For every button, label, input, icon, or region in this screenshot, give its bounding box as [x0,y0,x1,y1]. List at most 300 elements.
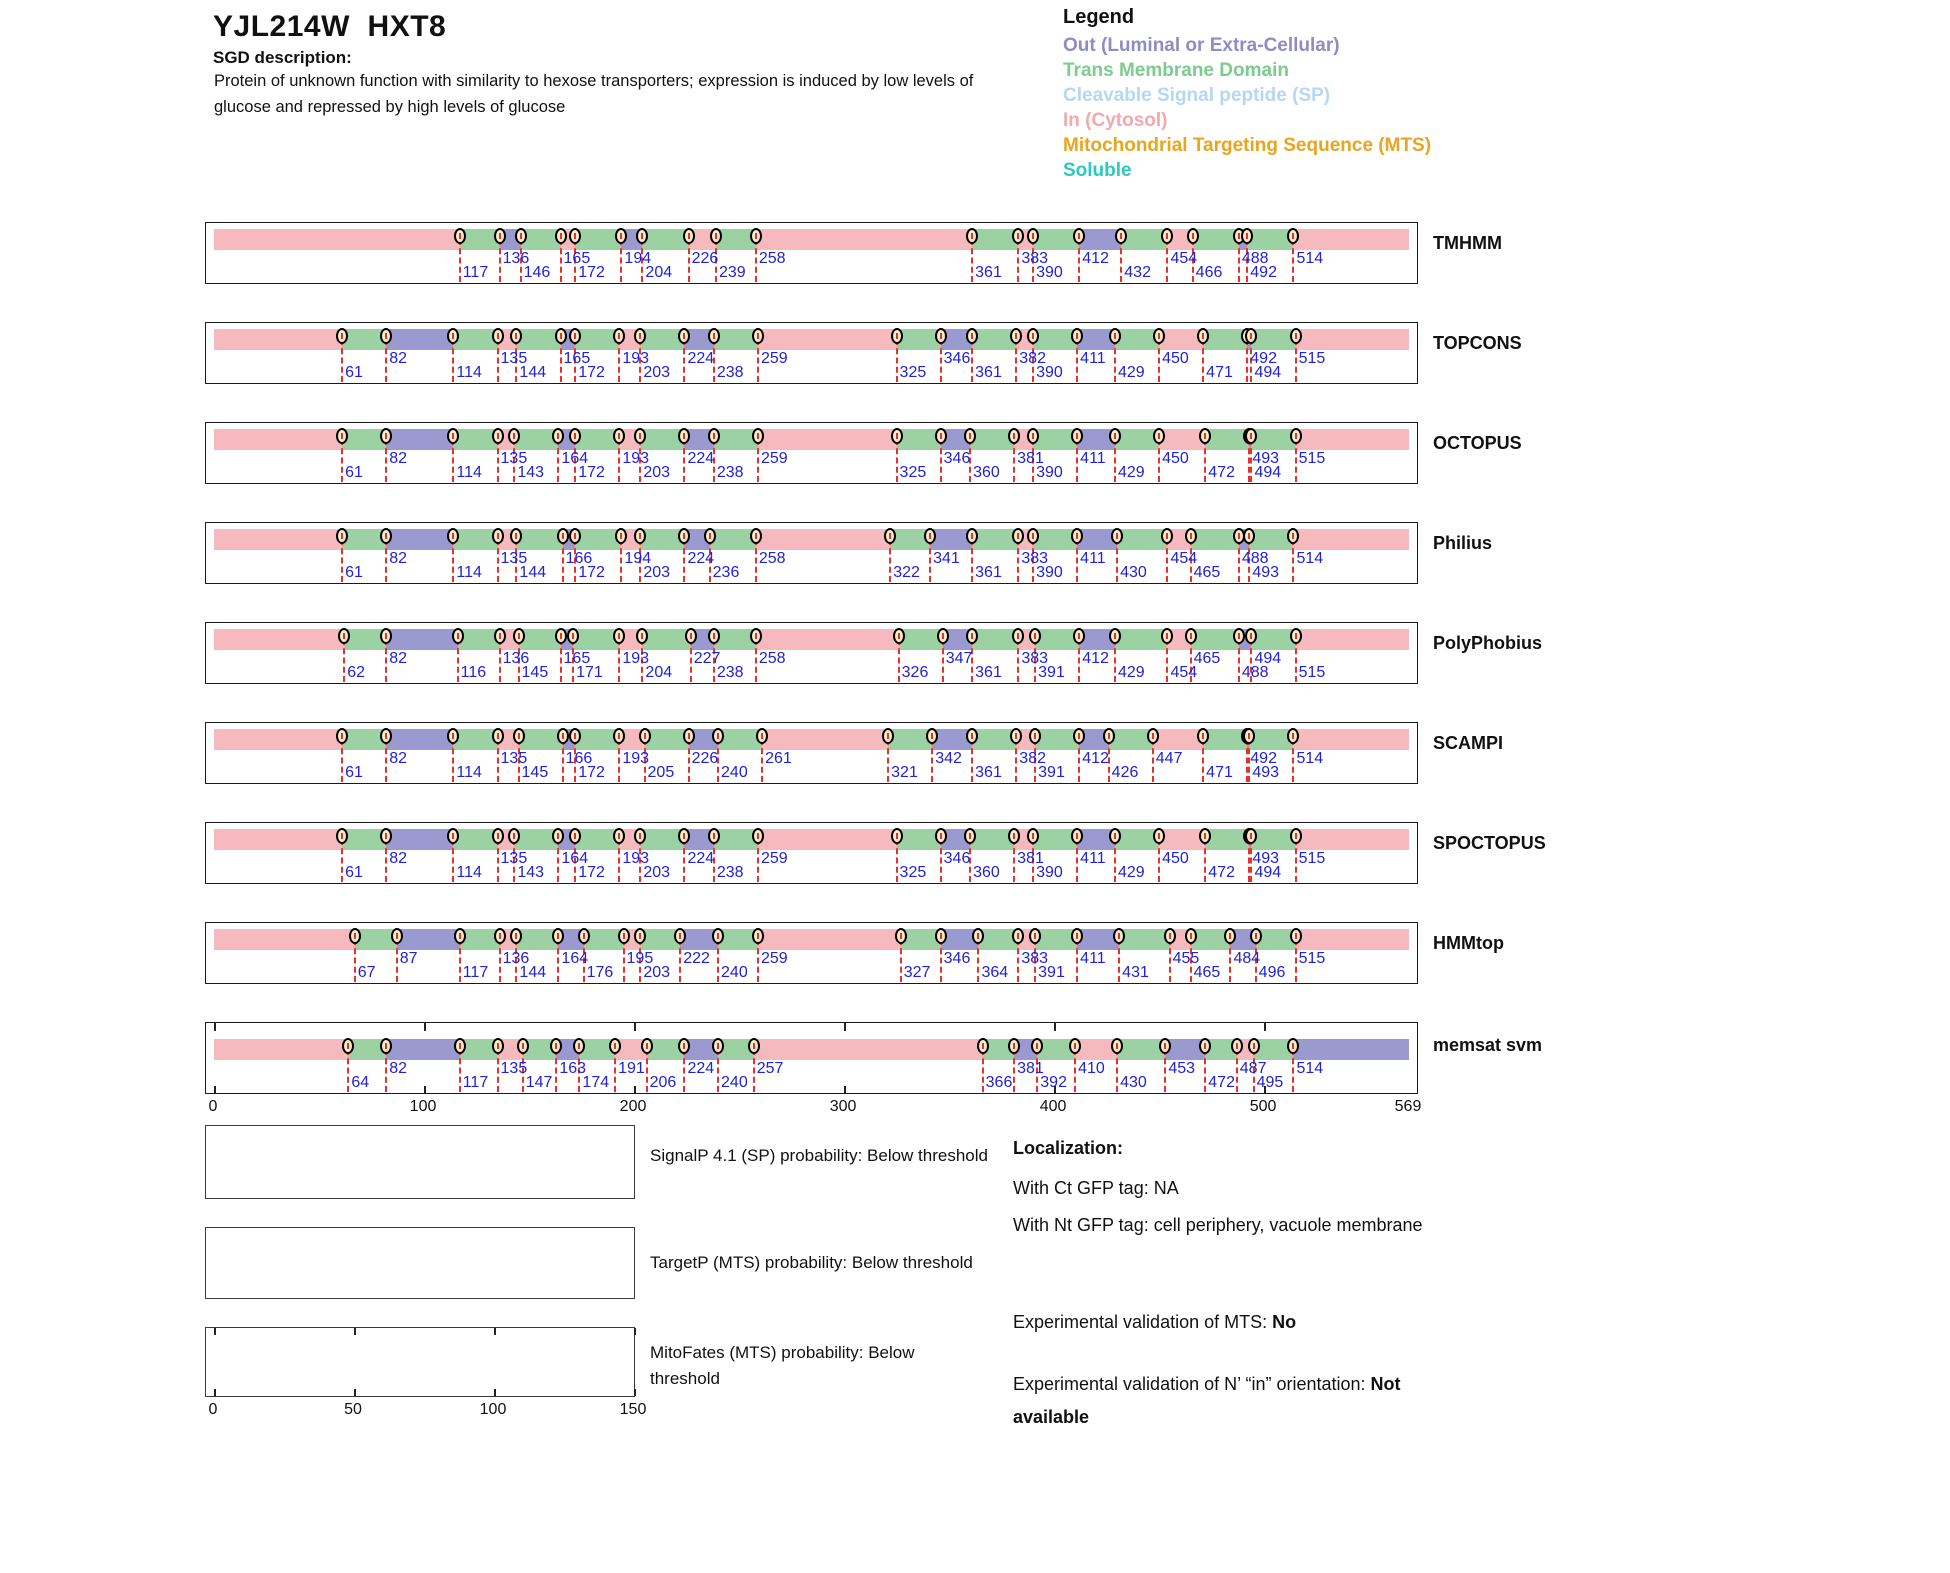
boundary-line [385,539,387,582]
boundary-marker-dash [713,333,715,339]
boundary-line [343,639,345,682]
boundary-marker-dash [755,533,757,539]
position-label: 238 [716,664,744,681]
boundary-line [1015,339,1017,382]
region-segment-tm [453,429,497,450]
region-segment-tm [516,329,560,350]
position-label: 514 [1296,750,1324,767]
legend-title: Legend [1063,6,1135,28]
region-segment-tm [453,529,497,550]
boundary-line [1166,639,1168,682]
boundary-marker-dash [1076,333,1078,339]
track-title-scampi: SCAMPI [1433,733,1504,753]
boundary-line [898,639,900,682]
boundary-marker-dash [1250,633,1252,639]
boundary-marker-dash [683,333,685,339]
position-label: 166 [565,550,593,567]
boundary-line [1164,1049,1166,1092]
track-row-topcons [205,322,1945,402]
boundary-marker [712,728,724,744]
position-label: 361 [975,764,1002,781]
position-label: 172 [578,364,605,381]
boundary-marker-dash [583,933,585,939]
position-label: 114 [456,564,482,581]
boundary-marker [1111,528,1123,544]
position-label: 426 [1111,764,1139,781]
position-label: 164 [561,450,589,467]
experimental-mts-label: Experimental validation of MTS: [1013,1312,1273,1332]
track-box [205,522,1418,584]
boundary-marker-dash [1013,1043,1015,1049]
boundary-marker [1111,1038,1123,1054]
position-label: 494 [1254,464,1282,481]
boundary-marker [1185,528,1197,544]
boundary-line [499,939,501,982]
position-label: 61 [345,464,363,481]
position-label: 327 [903,964,931,981]
track-row-tmhmm [205,222,1945,302]
position-label: 82 [389,1060,407,1077]
boundary-line [1169,939,1171,982]
boundary-marker-dash [896,833,898,839]
position-label: 472 [1208,1074,1235,1091]
boundary-marker-dash [497,833,499,839]
track-title-philius: Philius [1433,533,1493,553]
position-label: 236 [712,564,740,581]
legend-item-soluble: Soluble [1063,160,1132,181]
experimental-nin-line [1013,1368,1463,1434]
boundary-marker [555,328,567,344]
boundary-line [1116,1049,1118,1092]
region-segment-in [1296,329,1409,350]
mitofates-tick [494,1328,496,1335]
boundary-marker-dash [557,433,559,439]
boundary-marker-dash [761,733,763,739]
signalp-plot [205,1125,635,1199]
track-box [205,922,1418,984]
region-segment-in [758,829,897,850]
position-label: 135 [500,550,528,567]
boundary-marker-dash [385,1043,387,1049]
boundary-line [497,739,499,782]
boundary-marker-dash [1158,833,1160,839]
axis-tick-label: 200 [619,1098,647,1115]
boundary-marker [492,728,504,744]
position-label: 392 [1040,1074,1067,1091]
boundary-marker-dash [574,233,576,239]
position-label: 447 [1155,750,1183,767]
position-label: 366 [985,1074,1013,1091]
boundary-marker-dash [1190,933,1192,939]
boundary-marker-dash [1116,1043,1118,1049]
boundary-marker-dash [713,433,715,439]
position-label: 361 [975,664,1002,681]
position-label: 488 [1241,664,1269,681]
boundary-marker [1069,1038,1081,1054]
boundary-marker [750,528,762,544]
position-label: 450 [1162,850,1189,867]
boundary-marker-dash [452,433,454,439]
position-label: 494 [1254,864,1282,881]
axis-tick [1054,1023,1056,1031]
boundary-marker-dash [1236,1043,1238,1049]
region-segment-out [386,629,457,650]
position-label: 429 [1117,364,1145,381]
position-label: 472 [1208,864,1235,881]
boundary-line [1017,239,1019,282]
boundary-marker-dash [518,633,520,639]
boundary-marker [712,928,724,944]
position-label: 346 [943,350,971,367]
boundary-marker [557,528,569,544]
region-segment-in [758,429,897,450]
boundary-marker-dash [940,833,942,839]
boundary-marker [1153,828,1165,844]
boundary-marker [555,228,567,244]
boundary-line [452,339,454,382]
boundary-marker-dash [1032,333,1034,339]
boundary-marker [1185,928,1197,944]
boundary-line [940,439,942,482]
boundary-marker-dash [887,733,889,739]
boundary-marker-dash [639,433,641,439]
boundary-line [1295,439,1297,482]
boundary-marker [708,328,720,344]
boundary-marker [349,928,361,944]
boundary-marker [639,728,651,744]
position-label: 411 [1080,450,1106,467]
boundary-marker-dash [574,533,576,539]
boundary-marker [935,928,947,944]
boundary-line [385,739,387,782]
boundary-line [1166,539,1168,582]
boundary-line [1013,839,1015,882]
boundary-marker-dash [574,433,576,439]
position-label: 172 [578,564,605,581]
boundary-line [1120,239,1122,282]
boundary-marker-dash [562,733,564,739]
position-label: 116 [460,664,487,681]
boundary-marker-dash [982,1043,984,1049]
region-segment-tm [1191,529,1239,550]
boundary-marker-dash [618,433,620,439]
region-segment-out [1293,1039,1409,1060]
position-label: 194 [624,250,652,267]
boundary-marker [1103,728,1115,744]
position-label: 238 [716,464,744,481]
region-segment-tm [458,629,500,650]
localization-ct-gfp: With Ct GFP tag: NA [1013,1178,1179,1198]
boundary-line [1295,939,1297,982]
boundary-line [1202,339,1204,382]
position-label: 203 [643,364,671,381]
region-segment-tm [897,429,941,450]
boundary-marker-dash [574,733,576,739]
residue-axis [205,1098,1505,1120]
position-label: 224 [687,350,715,367]
boundary-marker-dash [717,733,719,739]
boundary-marker-dash [614,1043,616,1049]
position-label: 224 [687,450,715,467]
boundary-marker [1147,728,1159,744]
position-label: 174 [582,1074,610,1091]
position-label: 203 [643,564,671,581]
boundary-marker [1153,328,1165,344]
axis-tick [634,1086,636,1093]
boundary-marker [494,228,506,244]
experimental-mts-value: No [1272,1312,1297,1332]
position-label: 515 [1298,850,1326,867]
boundary-marker [454,1038,466,1054]
boundary-line [1076,939,1078,982]
boundary-line [1078,639,1080,682]
boundary-marker [708,428,720,444]
region-segment-out [386,429,453,450]
position-label: 494 [1254,650,1282,667]
position-label: 346 [943,450,971,467]
boundary-marker-dash [452,333,454,339]
region-segment-tm [453,729,497,750]
boundary-marker-dash [1190,633,1192,639]
boundary-marker-dash [1229,933,1231,939]
topology-bar [214,329,1409,350]
boundary-marker-dash [513,833,515,839]
region-segment-in [214,829,342,850]
boundary-marker-dash [578,1043,580,1049]
boundary-marker-dash [753,1043,755,1049]
boundary-marker-dash [639,533,641,539]
boundary-line [683,339,685,382]
legend-item-out: Out (Luminal or Extra-Cellular) [1063,35,1340,56]
position-label: 144 [519,564,547,581]
boundary-marker [1290,928,1302,944]
region-segment-in [214,1039,348,1060]
position-label: 383 [1021,650,1049,667]
boundary-line [1202,739,1204,782]
position-label: 136 [502,650,530,667]
boundary-marker [494,628,506,644]
region-segment-in [214,929,355,950]
position-label: 193 [622,350,650,367]
position-label: 240 [721,964,748,981]
boundary-line [385,839,387,882]
boundary-marker [513,628,525,644]
axis-tick-label: 100 [409,1098,437,1115]
mitofates-tick [634,1328,636,1335]
boundary-line [683,839,685,882]
boundary-line [757,939,759,982]
boundary-marker [1231,1038,1243,1054]
experimental-nin-value: Not available [1013,1374,1401,1427]
position-label: 390 [1036,264,1063,281]
position-label: 514 [1296,250,1324,267]
boundary-marker-dash [690,633,692,639]
boundary-marker [708,628,720,644]
boundary-marker [1233,628,1245,644]
boundary-marker [492,528,504,544]
boundary-marker-dash [1114,433,1116,439]
position-label: 411 [1080,850,1106,867]
boundary-marker-dash [499,233,501,239]
boundary-marker [1027,828,1039,844]
boundary-line [499,639,501,682]
mitofates-tick [214,1389,216,1396]
boundary-marker-dash [1118,933,1120,939]
boundary-line [620,239,622,282]
boundary-line [887,739,889,782]
position-label: 193 [622,450,650,467]
boundary-line [755,539,757,582]
track-title-octopus: OCTOPUS [1433,433,1522,453]
boundary-line [1017,639,1019,682]
boundary-marker-dash [1032,233,1034,239]
track-row-polyphobius [205,622,1945,702]
position-label: 136 [502,250,530,267]
region-segment-tm [453,829,497,850]
position-label: 487 [1239,1060,1267,1077]
boundary-line [646,1049,648,1092]
boundary-marker-dash [1292,1043,1294,1049]
axis-tick-label: 400 [1039,1098,1067,1115]
boundary-line [341,539,343,582]
position-label: 203 [643,464,671,481]
boundary-line [1292,539,1294,582]
boundary-line [717,1049,719,1092]
position-label: 172 [578,464,605,481]
position-label: 135 [500,850,528,867]
boundary-marker-dash [618,733,620,739]
position-label: 224 [687,1060,715,1077]
position-label: 472 [1208,464,1235,481]
track-row-scampi [205,722,1945,802]
boundary-marker [977,1038,989,1054]
boundary-marker-dash [1292,533,1294,539]
region-segment-tm [645,729,689,750]
boundary-line [717,939,719,982]
position-label: 117 [462,964,489,981]
boundary-marker-dash [971,333,973,339]
boundary-marker-dash [688,233,690,239]
boundary-line [1295,339,1297,382]
boundary-line [1204,1049,1206,1092]
position-label: 390 [1036,364,1063,381]
position-label: 382 [1019,350,1046,367]
position-label: 453 [1168,1060,1196,1077]
position-label: 484 [1233,950,1261,967]
boundary-marker-dash [1295,433,1297,439]
region-segment-tm [1251,829,1295,850]
boundary-line [942,639,944,682]
boundary-marker [1109,328,1121,344]
boundary-line [396,939,398,982]
legend-item-mts: Mitochondrial Targeting Sequence (MTS) [1063,135,1432,156]
boundary-marker-dash [459,1043,461,1049]
position-label: 411 [1080,550,1106,567]
boundary-marker-dash [646,1043,648,1049]
region-segment-tm [714,329,758,350]
position-label: 322 [893,564,920,581]
position-label: 346 [943,950,971,967]
boundary-line [1114,339,1116,382]
region-segment-tm [1117,1039,1165,1060]
position-label: 492 [1250,750,1277,767]
boundary-line [385,439,387,482]
boundary-marker-dash [896,433,898,439]
position-label: 226 [691,250,719,267]
boundary-line [757,839,759,882]
position-label: 450 [1162,450,1189,467]
position-label: 195 [626,950,654,967]
region-segment-tm [1033,229,1079,250]
boundary-marker [752,928,764,944]
position-label: 172 [578,864,605,881]
track-title-hmmtop: HMMtop [1433,933,1504,953]
position-label: 515 [1298,950,1326,967]
axis-end-label: 569 [1394,1098,1422,1115]
track-row-memsat-svm [205,1022,1945,1102]
boundary-marker-dash [683,533,685,539]
mitofates-tick-label: 50 [344,1401,362,1418]
boundary-marker-dash [385,333,387,339]
boundary-marker [555,628,567,644]
boundary-line [1204,439,1206,482]
boundary-line [690,639,692,682]
boundary-line [560,639,562,682]
page-title: YJL214W HXT8 [213,10,447,43]
position-label: 492 [1250,350,1277,367]
position-label: 391 [1038,964,1065,981]
boundary-marker-dash [1190,533,1192,539]
region-segment-out [386,529,453,550]
boundary-line [562,539,564,582]
boundary-marker-dash [1108,733,1110,739]
region-segment-in [758,929,901,950]
boundary-line [557,839,559,882]
track-title-topcons: TOPCONS [1433,333,1522,353]
region-segment-in [1159,429,1205,450]
position-label: 82 [389,350,407,367]
boundary-marker-dash [515,933,517,939]
boundary-line [688,239,690,282]
boundary-line [1158,439,1160,482]
boundary-marker [494,928,506,944]
track-box [205,722,1418,784]
position-label: 390 [1036,864,1063,881]
boundary-marker-dash [574,833,576,839]
boundary-line [1114,639,1116,682]
position-label: 82 [389,650,407,667]
boundary-marker [683,728,695,744]
region-segment-in [214,729,342,750]
region-segment-in [214,529,342,550]
boundary-marker-dash [1034,733,1036,739]
position-label: 135 [500,1060,528,1077]
region-segment-in [762,729,888,750]
topology-bar [214,729,1409,750]
boundary-marker-dash [1013,833,1015,839]
boundary-marker [752,328,764,344]
position-label: 429 [1117,864,1145,881]
boundary-marker [1290,828,1302,844]
boundary-marker [454,228,466,244]
boundary-marker-dash [1250,333,1252,339]
track-row-philius [205,522,1945,602]
boundary-marker-dash [639,933,641,939]
boundary-marker [895,928,907,944]
position-label: 143 [517,864,545,881]
position-label: 227 [693,650,721,667]
boundary-line [620,539,622,582]
